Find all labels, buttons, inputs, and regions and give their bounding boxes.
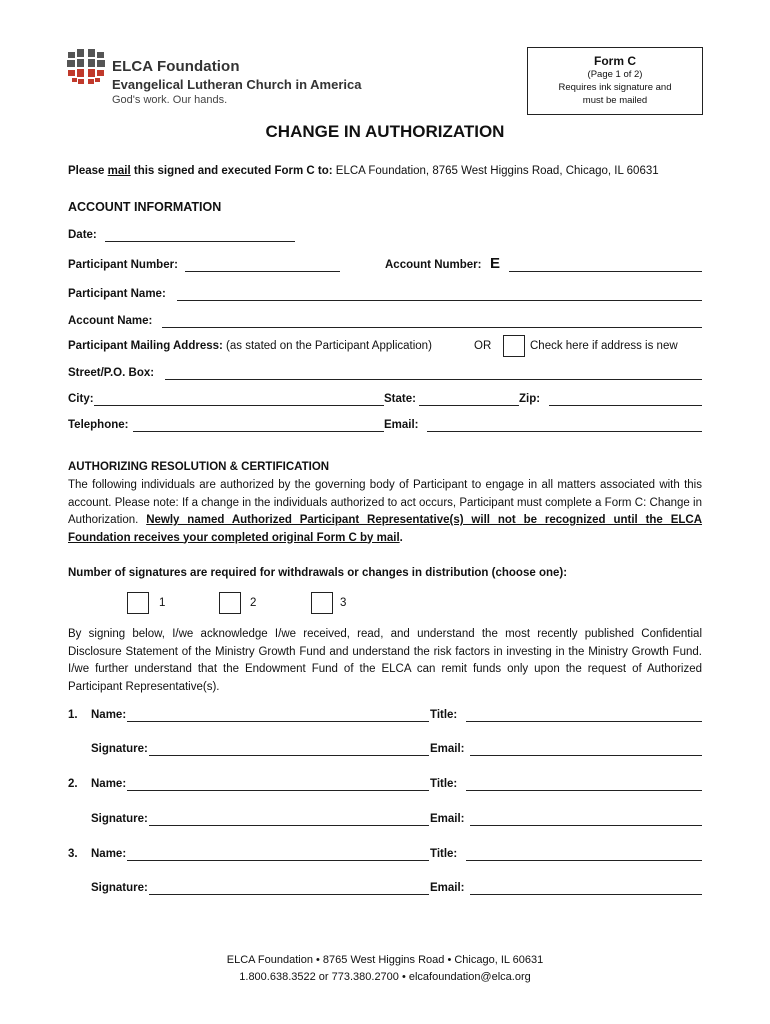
signer-email-label: Email:	[430, 882, 465, 894]
city-field[interactable]	[94, 405, 384, 406]
signatures-option-1-checkbox[interactable]	[127, 592, 149, 614]
signatures-option-2-label: 2	[250, 597, 257, 609]
form-c-note-line2: must be mailed	[582, 95, 648, 106]
signer-name-label: Name:	[91, 848, 127, 860]
resolution-end: .	[399, 531, 403, 544]
footer-address: ELCA Foundation • 8765 West Higgins Road • Chicago, IL 60631	[226, 954, 544, 966]
page-title: CHANGE IN AUTHORIZATION	[265, 122, 505, 141]
form-c-page: (Page 1 of 2)	[587, 69, 643, 80]
participant-name-label: Participant Name:	[68, 288, 166, 300]
signer-3-title-field[interactable]	[466, 860, 702, 861]
signer-number: 1.	[68, 709, 78, 721]
zip-label: Zip:	[519, 393, 541, 405]
or-label: OR	[474, 340, 492, 352]
account-name-label: Account Name:	[68, 315, 153, 327]
signer-2-signature-field[interactable]	[149, 825, 429, 826]
signer-2-email-field[interactable]	[470, 825, 702, 826]
mail-instruction-pre: Please	[68, 165, 108, 177]
address-new-label: Check here if address is new	[530, 340, 678, 352]
state-label: State:	[384, 393, 416, 405]
date-label: Date:	[68, 229, 97, 241]
account-name-field[interactable]	[162, 327, 702, 328]
participant-name-field[interactable]	[177, 300, 702, 301]
state-field[interactable]	[419, 405, 519, 406]
acknowledgement-text: By signing below, I/we acknowledge I/we received, read, and understand the most recently published Confidential Disclosure Statement of the Ministry Growth Fund and understand the risk factors in investing in the Ministry Growth Fund. I/we further understand that the Endowment Fund of the ELCA can remit funds only upon the request of Authorized Participant Representative(s).	[68, 628, 702, 693]
mail-instruction	[68, 165, 659, 177]
email-field[interactable]	[427, 431, 702, 432]
resolution-emphasis: Newly named Authorized Participant Representative(s) will not be recognized until the ELCA Foundation receives your completed original Form C by mail	[68, 514, 703, 544]
signer-name-label: Name:	[91, 778, 127, 790]
signer-title-label: Title:	[430, 709, 458, 721]
signer-name-label: Name:	[91, 709, 127, 721]
signer-1-name-field[interactable]	[127, 721, 429, 722]
mailing-address-label: Participant Mailing Address:	[68, 340, 223, 352]
date-field[interactable]	[105, 241, 295, 242]
signer-1-email-field[interactable]	[470, 755, 702, 756]
signer-signature-label: Signature:	[91, 743, 148, 755]
telephone-label: Telephone:	[68, 419, 129, 431]
signer-email-label: Email:	[430, 813, 465, 825]
street-field[interactable]	[165, 379, 702, 380]
org-name: ELCA Foundation	[112, 58, 240, 75]
signer-1-title-field[interactable]	[466, 721, 702, 722]
signer-email-label: Email:	[430, 743, 465, 755]
signer-title-label: Title:	[430, 848, 458, 860]
participant-number-field[interactable]	[185, 271, 340, 272]
signer-signature-label: Signature:	[91, 882, 148, 894]
footer-contact: 1.800.638.3522 or 773.380.2700 • elcafoundation@elca.org	[239, 971, 531, 983]
account-number-field[interactable]	[509, 271, 702, 272]
signer-number: 3.	[68, 848, 78, 860]
account-number-prefix: E	[490, 255, 501, 272]
signatures-option-1-label: 1	[159, 597, 166, 609]
signatures-option-3-checkbox[interactable]	[311, 592, 333, 614]
elca-cross-logo-icon	[66, 46, 106, 86]
telephone-field[interactable]	[133, 431, 384, 432]
org-full-name: Evangelical Lutheran Church in America	[112, 77, 362, 92]
signer-3-signature-field[interactable]	[149, 894, 429, 895]
zip-field[interactable]	[549, 405, 702, 406]
participant-number-label: Participant Number:	[68, 259, 178, 271]
signatures-option-3-label: 3	[340, 597, 347, 609]
form-c-box	[527, 47, 703, 115]
form-c-note-line1: Requires ink signature and	[558, 82, 672, 93]
street-label: Street/P.O. Box:	[68, 367, 155, 379]
address-new-checkbox[interactable]	[503, 335, 525, 357]
signer-signature-label: Signature:	[91, 813, 148, 825]
signer-2-title-field[interactable]	[466, 790, 702, 791]
form-c-title: Form C	[594, 54, 636, 68]
email-label: Email:	[384, 419, 419, 431]
city-label: City:	[68, 393, 94, 405]
org-tagline: God's work. Our hands.	[112, 94, 228, 106]
signer-title-label: Title:	[430, 778, 458, 790]
mailing-address-row	[68, 340, 432, 352]
resolution-heading: AUTHORIZING RESOLUTION & CERTIFICATION	[68, 461, 330, 473]
mail-instruction-post: this signed and executed Form C to:	[130, 165, 333, 177]
signer-2-name-field[interactable]	[127, 790, 429, 791]
resolution-body: The following individuals are authorized by the governing body of Participant to engage in all matters associated with this account. Please note: If a change in the individuals authorized to act occurs, Participant must complete a Form C: Change in Authorization.	[68, 479, 702, 526]
signer-number: 2.	[68, 778, 78, 790]
mail-address: ELCA Foundation, 8765 West Higgins Road, Chicago, IL 60631	[332, 165, 659, 177]
signatures-option-2-checkbox[interactable]	[219, 592, 241, 614]
mailing-address-note: (as stated on the Participant Application)	[222, 340, 432, 352]
signatures-required-question: Number of signatures are required for withdrawals or changes in distribution (choose one):	[68, 567, 568, 579]
account-info-heading: ACCOUNT INFORMATION	[68, 200, 222, 214]
signer-3-name-field[interactable]	[127, 860, 429, 861]
signer-1-signature-field[interactable]	[149, 755, 429, 756]
resolution-text	[68, 477, 702, 547]
signer-3-email-field[interactable]	[470, 894, 702, 895]
mail-instruction-mail: mail	[107, 165, 131, 177]
account-number-label: Account Number:	[385, 259, 482, 271]
